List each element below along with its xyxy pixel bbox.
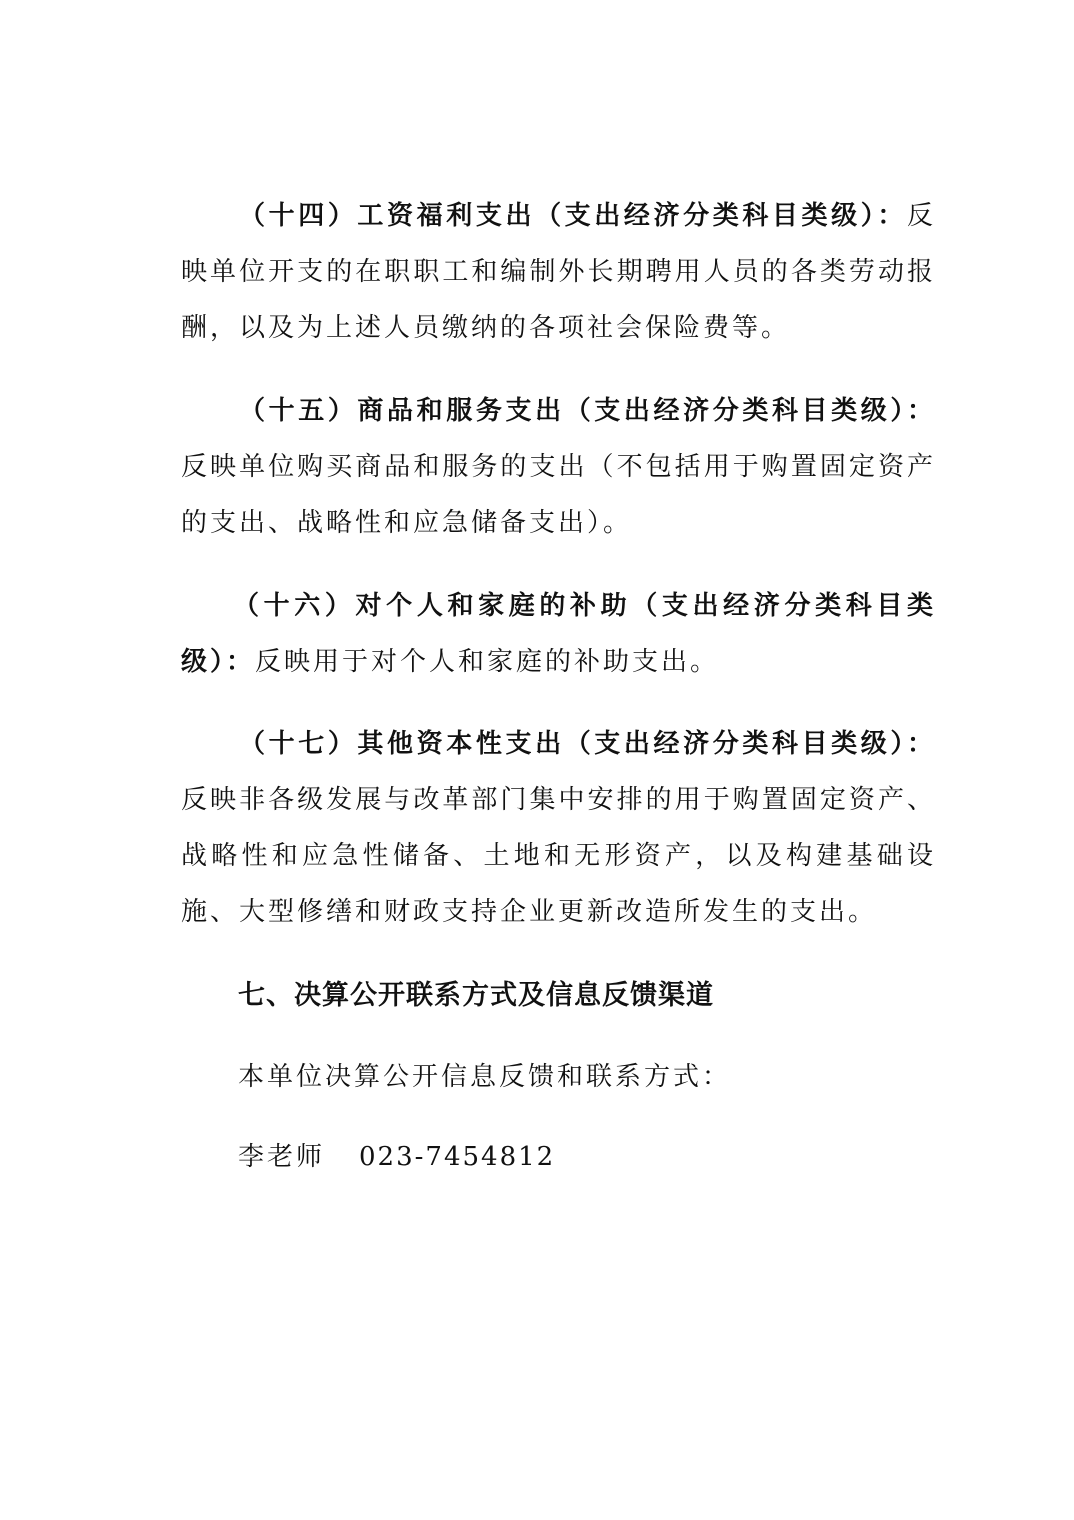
item-household-subsidy [181, 578, 936, 690]
item-goods-services [181, 383, 936, 551]
item-wages-welfare [181, 188, 936, 356]
item-body: 反映单位开支的在职职工和编制外长期聘用人员的各类劳动报酬，以及为上述人员缴纳的各项社会保险费等。 [181, 201, 936, 343]
contact-intro: 本单位决算公开信息反馈和联系方式： [238, 1062, 732, 1092]
contact-phone: 023-7454812 [359, 1142, 556, 1172]
item-heading: （十七）其他资本性支出（支出经济分类科目类级）： [239, 729, 936, 759]
section-title: 七、决算公开联系方式及信息反馈渠道 [238, 980, 714, 1011]
item-body: 反映单位购买商品和服务的支出（不包括用于购置固定资产的支出、战略性和应急储备支出）。 [181, 452, 936, 538]
contact-name: 李老师 [238, 1142, 326, 1172]
item-body: 反映用于对个人和家庭的补助支出。 [255, 647, 720, 677]
item-heading: （十六）对个人和家庭的补助（支出经济分类科目类级）： [181, 591, 936, 677]
item-other-capital [181, 716, 936, 940]
item-heading: （十五）商品和服务支出（支出经济分类科目类级）： [239, 396, 936, 426]
contact-line [238, 1137, 555, 1177]
item-body: 反映非各级发展与改革部门集中安排的用于购置固定资产、战略性和应急性储备、土地和无形资产，以及构建基础设施、大型修缮和财政支持企业更新改造所发生的支出。 [181, 785, 936, 927]
item-heading: （十四）工资福利支出（支出经济分类科目类级）： [239, 201, 907, 231]
